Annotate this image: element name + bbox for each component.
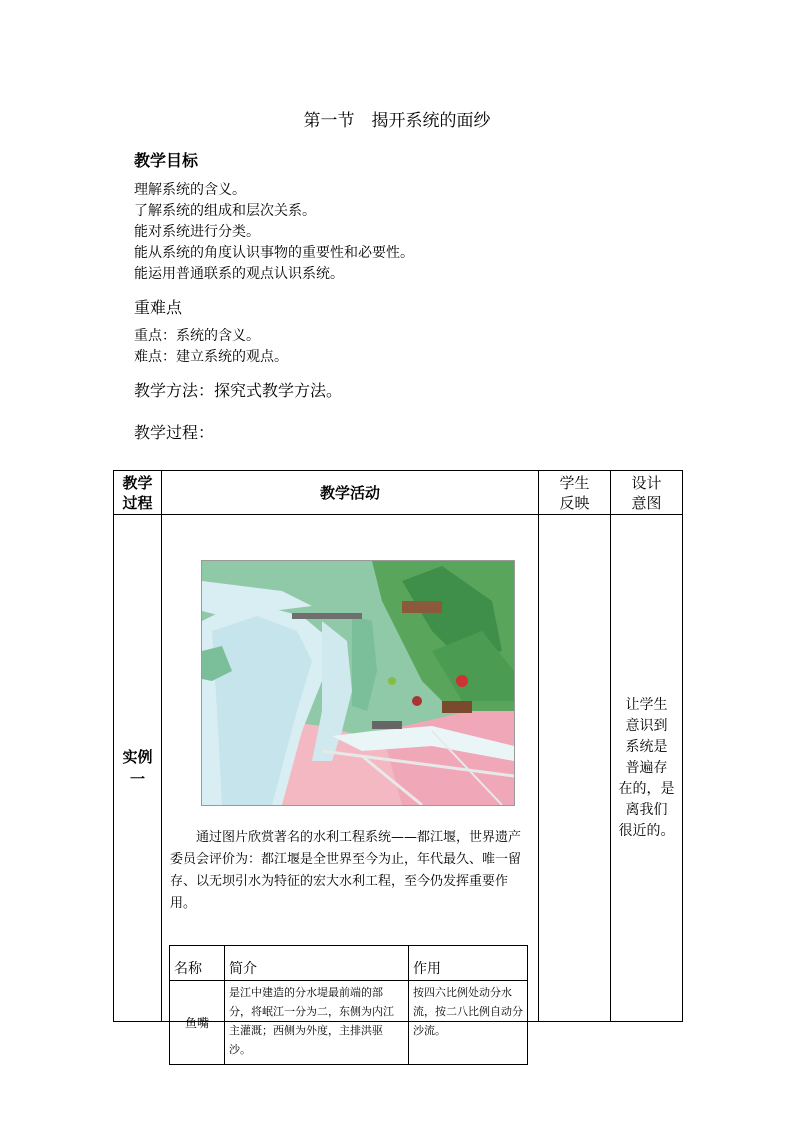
- component-name: 鱼嘴: [170, 981, 225, 1065]
- activity-cell: [162, 515, 539, 1056]
- key-points-list: [134, 326, 288, 368]
- objective-item: 能从系统的角度认识事物的重要性和必要性。: [134, 245, 414, 261]
- objectives-heading: 教学目标: [134, 151, 199, 170]
- header-activity: 教学活动: [162, 471, 539, 515]
- dujiangyan-map-image: [201, 560, 515, 806]
- component-table: [169, 945, 528, 1065]
- teaching-process-label: 教学过程：: [134, 423, 215, 442]
- component-intro: 是江中建造的分水堤最前端的部分，将岷江一分为二，东侧为内江主灌溉；西侧为外度，主排洪驱沙。: [225, 981, 409, 1065]
- key-point-item: 难点：建立系统的观点。: [134, 349, 288, 365]
- design-intent-cell: 让学生 意识到 系统是 普遍存 在的，是 离我们 很近的。: [611, 515, 683, 1022]
- response-cell: [539, 515, 611, 1022]
- objective-item: 能运用普通联系的观点认识系统。: [134, 266, 344, 282]
- teaching-method: 教学方法：探究式教学方法。: [134, 381, 343, 400]
- objective-item: 理解系统的含义。: [134, 182, 246, 198]
- activity-description: 通过图片欣赏著名的水利工程系统——都江堰，世界遗产委员会评价为：都江堰是全世界至今为止，年代最久、唯一留存、以无坝引水为特征的宏大水利工程，至今仍发挥重要作用。: [170, 830, 522, 911]
- header-response: 学生 反映: [539, 471, 611, 515]
- key-point-item: 重点：系统的含义。: [134, 328, 260, 344]
- objective-item: 能对系统进行分类。: [134, 224, 260, 240]
- stage-cell: 实例 一: [114, 515, 162, 1022]
- objective-item: 了解系统的组成和层次关系。: [134, 203, 316, 219]
- page-title: 第一节 揭开系统的面纱: [303, 111, 491, 131]
- key-points-heading: 重难点: [134, 298, 183, 317]
- header-design: 设计 意图: [611, 471, 683, 515]
- component-header-function: 作用: [409, 946, 528, 981]
- objectives-list: [134, 180, 414, 285]
- component-header-intro: 简介: [225, 946, 409, 981]
- lesson-table: [113, 470, 683, 1056]
- component-function: 按四六比例处动分水流，按二八比例自动分沙流。: [409, 981, 528, 1065]
- header-stage: 教学 过程: [114, 471, 162, 515]
- component-header-name: 名称: [170, 946, 225, 981]
